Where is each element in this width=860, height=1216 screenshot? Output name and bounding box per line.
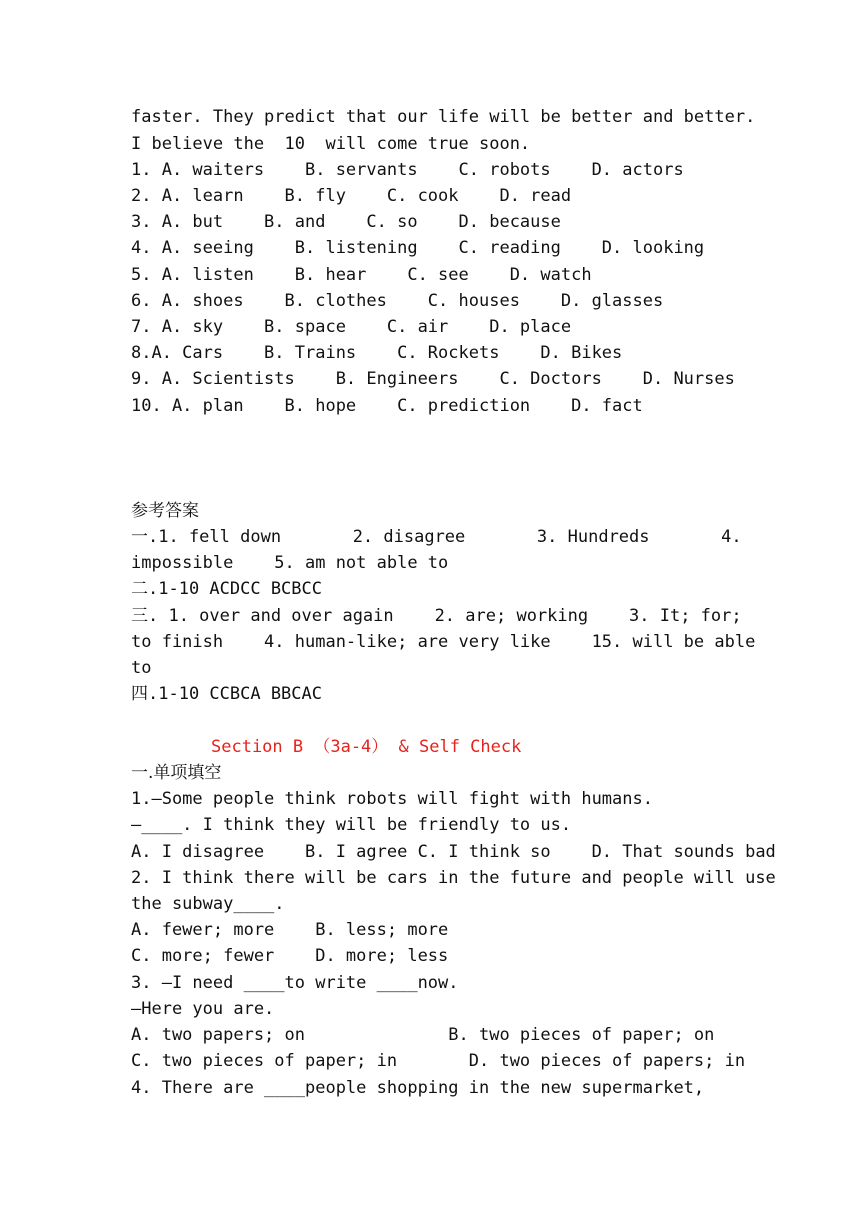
question-1-options: 1. A. waiters B. servants C. robots D. actors [131, 160, 684, 180]
question-text: —Here you are. [131, 999, 275, 1019]
question-text: 4. There are ____people shopping in the new supermarket, [131, 1078, 705, 1098]
answer-line: to finish 4. human-like; are very like 15. will be able [131, 632, 756, 652]
question-9-options: 9. A. Scientists B. Engineers C. Doctors D. Nurses [131, 369, 735, 389]
question-3-options: 3. A. but B. and C. so D. because [131, 212, 561, 232]
question-text: the subway____. [131, 894, 285, 914]
subsection-heading: 一.单项填空 [131, 763, 222, 783]
question-options: C. more; fewer D. more; less [131, 946, 449, 966]
question-6-options: 6. A. shoes B. clothes C. houses D. glasses [131, 291, 664, 311]
question-10-options: 10. A. plan B. hope C. prediction D. fact [131, 396, 643, 416]
question-options: A. I disagree B. I agree C. I think so D. That sounds bad [131, 842, 776, 862]
text-line: faster. They predict that our life will be better and better. [131, 107, 756, 127]
answer-line: impossible 5. am not able to [131, 553, 449, 573]
question-4-options: 4. A. seeing B. listening C. reading D. looking [131, 238, 705, 258]
answer-line: 二.1-10 ACDCC BCBCC [131, 579, 322, 599]
question-text: 3. —I need ____to write ____now. [131, 973, 459, 993]
question-8-options: 8.A. Cars B. Trains C. Rockets D. Bikes [131, 343, 623, 363]
answer-key-heading: 参考答案 [131, 501, 199, 521]
question-2-options: 2. A. learn B. fly C. cook D. read [131, 186, 572, 206]
answer-line: 三. 1. over and over again 2. are; working 3. It; for; [131, 606, 742, 626]
question-text: —____. I think they will be friendly to us. [131, 815, 572, 835]
text-line: I believe the 10 will come true soon. [131, 134, 531, 154]
question-options: C. two pieces of paper; in D. two pieces of papers; in [131, 1051, 746, 1071]
answer-line: to [131, 658, 152, 678]
question-options: A. two papers; on B. two pieces of paper; on [131, 1025, 715, 1045]
question-5-options: 5. A. listen B. hear C. see D. watch [131, 265, 592, 285]
question-7-options: 7. A. sky B. space C. air D. place [131, 317, 572, 337]
question-options: A. fewer; more B. less; more [131, 920, 449, 940]
answer-line: 一.1. fell down 2. disagree 3. Hundreds 4. [131, 527, 742, 547]
question-text: 2. I think there will be cars in the future and people will use [131, 868, 776, 888]
answer-line: 四.1-10 CCBCA BBCAC [131, 684, 322, 704]
question-text: 1.—Some people think robots will fight with humans. [131, 789, 653, 809]
section-title: Section B （3a-4） & Self Check [211, 737, 522, 757]
